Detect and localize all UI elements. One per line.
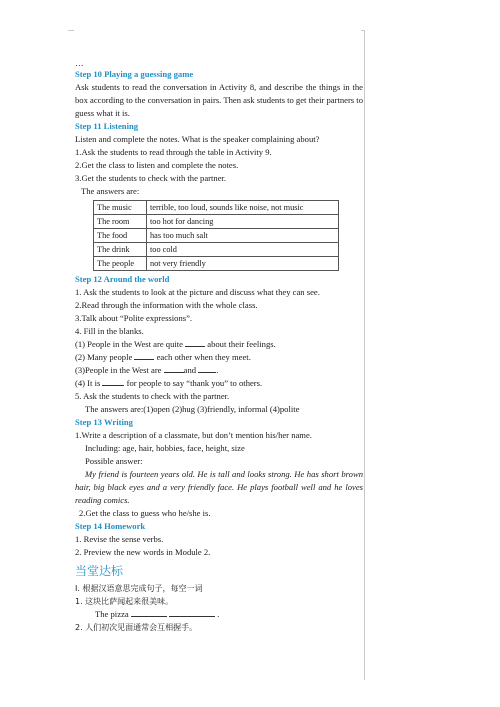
document-page — [75, 58, 363, 634]
sentence-part: and — [183, 365, 199, 375]
step-13-including: Including: age, hair, hobbies, face, height, size — [85, 443, 245, 453]
sentence-part: about their feelings. — [205, 339, 276, 349]
answers-table — [93, 200, 339, 271]
step-13-possible: Possible answer: — [85, 456, 143, 466]
sentence-part: (4) It is — [75, 378, 103, 388]
table-row — [94, 257, 339, 271]
fill-blank — [169, 608, 215, 617]
fill-blank — [134, 351, 154, 360]
table-cell-note: not very friendly — [147, 257, 339, 271]
practice-answer-line — [75, 608, 363, 621]
step-12-item: 1. Ask the students to look at the picture and discuss what they can see. — [75, 287, 320, 297]
step-12-item: 4. Fill in the blanks. — [75, 326, 144, 336]
step-13-item: 2.Get the class to guess who he/she is. — [79, 508, 211, 518]
step-12-item: 3.Talk about “Polite expressions”. — [75, 313, 193, 323]
fill-blank — [185, 338, 205, 347]
table-cell-item: The food — [94, 229, 147, 243]
table-cell-item: The people — [94, 257, 147, 271]
step-12-item: 2.Read through the information with the whole class. — [75, 300, 258, 310]
step-10-heading: Step 10 Playing a guessing game — [75, 69, 194, 79]
step-13-sample-answer: My friend is fourteen years old. He is tall and looks strong. He has short brown hair, big black eyes and a very friendly face. He plays football well and he loves reading comics. — [75, 469, 363, 505]
margin-rule — [364, 30, 365, 680]
sentence-part: The pizza — [95, 609, 131, 619]
table-cell-note: too hot for dancing — [147, 215, 339, 229]
table-row — [94, 201, 339, 215]
answers-label: The answers are: — [81, 186, 140, 196]
sentence-part: each other when they meet. — [154, 352, 251, 362]
table-row — [94, 243, 339, 257]
table-cell-item: The room — [94, 215, 147, 229]
table-cell-note: terrible, too loud, sounds like noise, not music — [147, 201, 339, 215]
sentence-part: (2) Many people — [75, 352, 135, 362]
practice-question: 2. 人们初次见面通常会互相握手。 — [75, 623, 198, 632]
sentence-part: for people to say “thank you” to others. — [124, 378, 263, 388]
blank-sentence — [75, 377, 363, 390]
step-14-heading: Step 14 Homework — [75, 521, 146, 531]
ellipsis: … — [75, 58, 84, 68]
step-13-heading: Step 13 Writing — [75, 417, 133, 427]
fill-blank — [102, 377, 124, 386]
table-cell-item: The drink — [94, 243, 147, 257]
step-11-item: 3.Get the students to check with the partner. — [75, 173, 227, 183]
step-13-item: 1.Write a description of a classmate, but don’t mention his/her name. — [75, 430, 312, 440]
sentence-part: . — [216, 365, 219, 375]
step-11-intro: Listen and complete the notes. What is the speaker complaining about? — [75, 134, 320, 144]
table-cell-note: has too much salt — [147, 229, 339, 243]
table-row — [94, 215, 339, 229]
table-cell-item: The music — [94, 201, 147, 215]
step-11-item: 2.Get the class to listen and complete the notes. — [75, 160, 239, 170]
blank-sentence — [75, 364, 363, 377]
sentence-part: (3)People in the West are — [75, 365, 164, 375]
table-row — [94, 229, 339, 243]
step-12-item: 5. Ask the students to check with the partner. — [75, 391, 230, 401]
step-14-item: 2. Preview the new words in Module 2. — [75, 547, 211, 557]
sentence-part: . — [214, 609, 220, 619]
step-11-heading: Step 11 Listening — [75, 121, 139, 131]
practice-title: 当堂达标 — [75, 564, 124, 578]
step-14-item: 1. Revise the sense verbs. — [75, 534, 164, 544]
step-12-heading: Step 12 Around the world — [75, 274, 170, 284]
table-cell-note: too cold — [147, 243, 339, 257]
step-10-body: Ask students to read the conversation in Activity 8, and describe the things in the box according to the conversation in pairs. Then ask students to get their partners to guess what it is. — [75, 82, 363, 118]
fill-blank — [131, 608, 167, 617]
sentence-part: (1) People in the West are quite — [75, 339, 186, 349]
fill-blank — [164, 364, 184, 373]
step-11-item: 1.Ask the students to read through the table in Activity 9. — [75, 147, 272, 157]
crop-mark-left — [68, 30, 74, 31]
blank-sentence — [75, 338, 363, 351]
fill-blank — [198, 364, 219, 375]
blank-sentence — [75, 351, 363, 364]
practice-instruction: Ⅰ. 根据汉语意思完成句子，每空一词 — [75, 584, 203, 593]
step-12-answers: The answers are:(1)open (2)hug (3)friendly, informal (4)polite — [85, 404, 300, 414]
practice-question: 1. 这块比萨闻起来很美味。 — [75, 597, 174, 606]
